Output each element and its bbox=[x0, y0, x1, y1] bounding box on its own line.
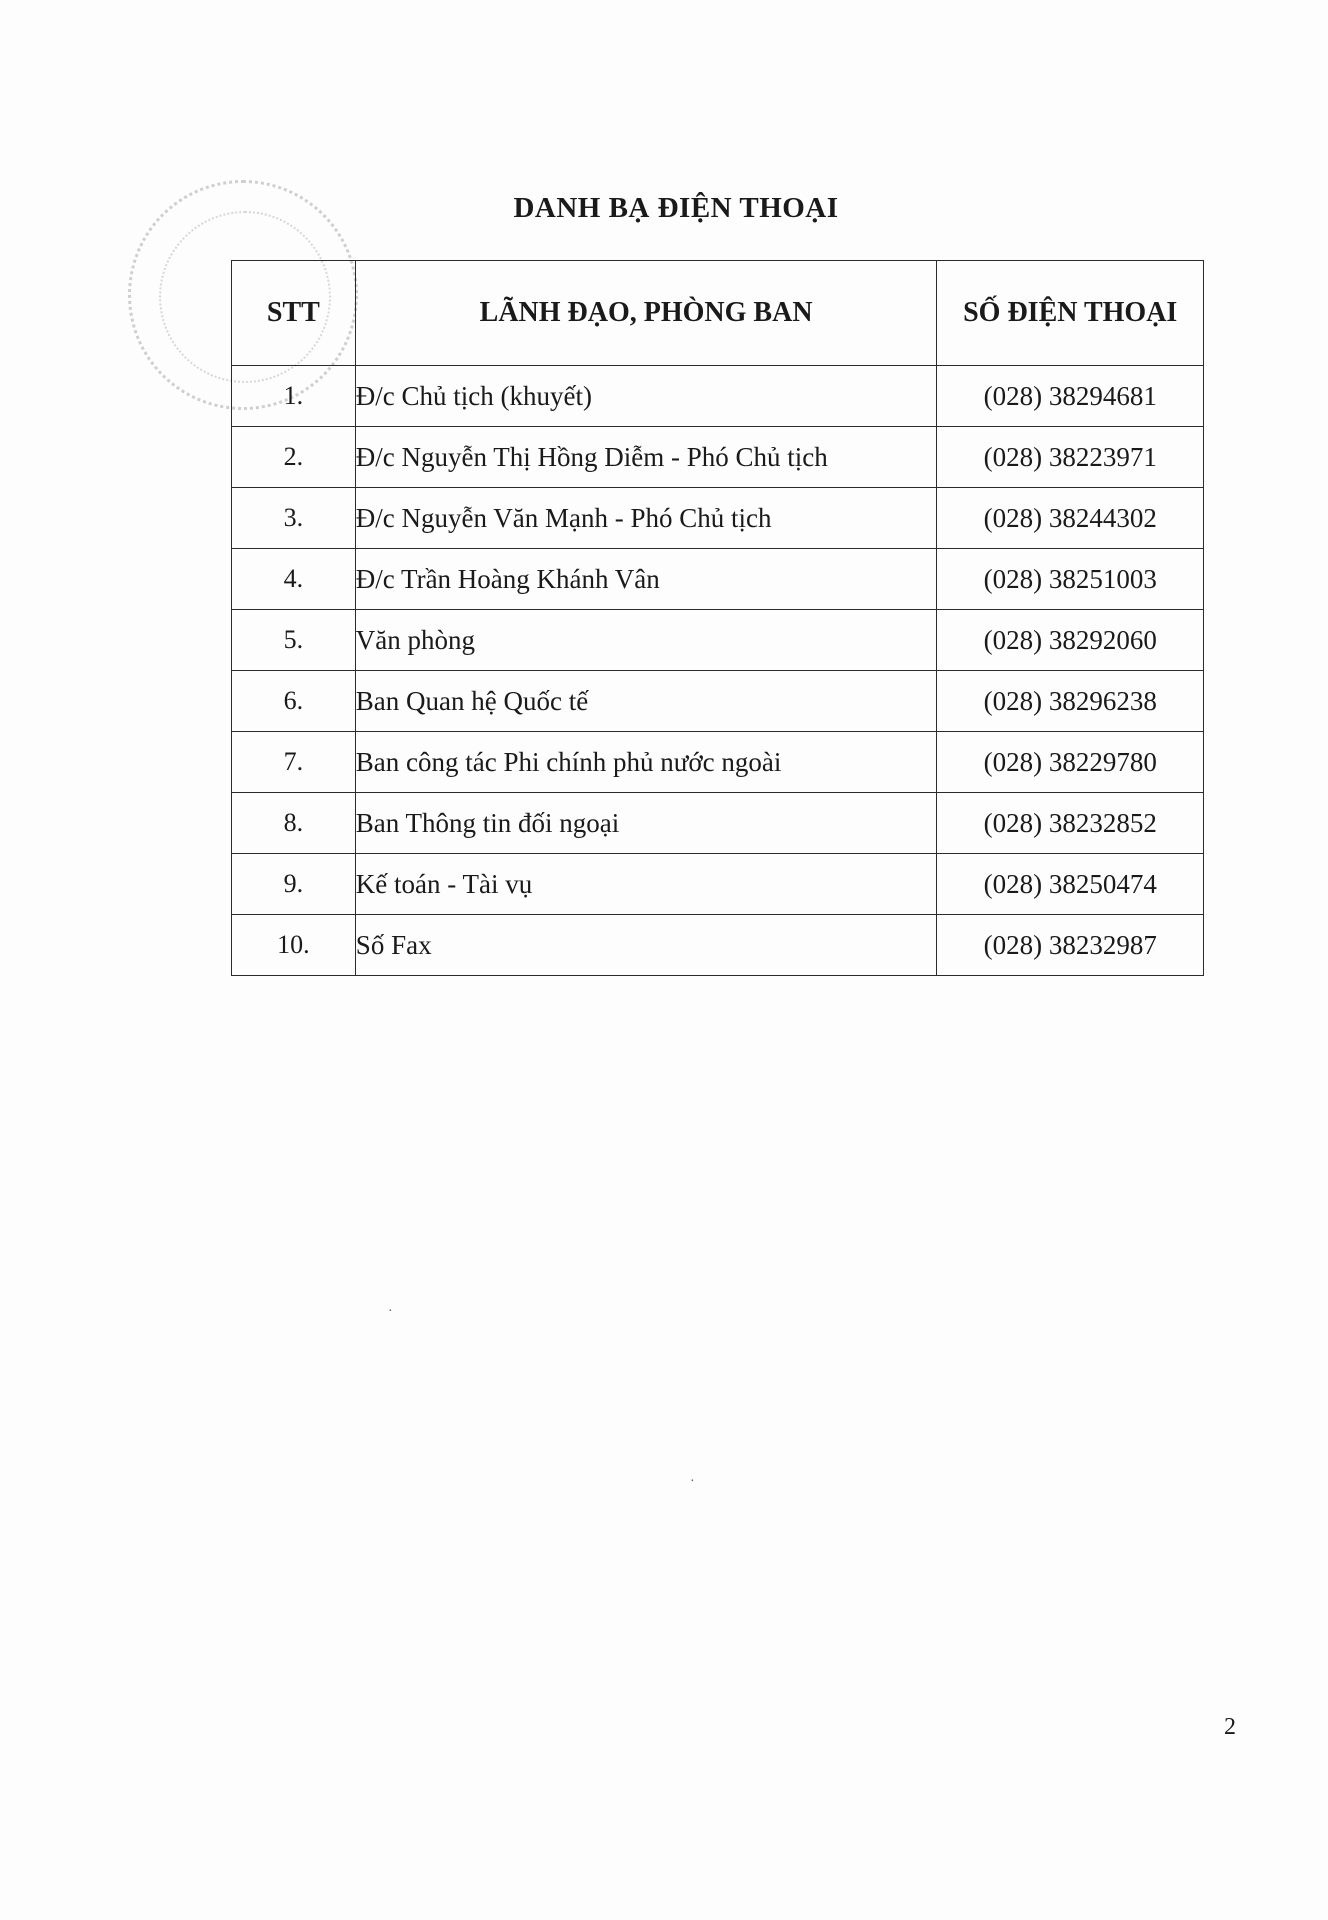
row-stt: 10. bbox=[232, 915, 356, 976]
row-stt: 9. bbox=[232, 854, 356, 915]
row-phone: (028) 38251003 bbox=[937, 549, 1204, 610]
table-row bbox=[232, 549, 1204, 610]
table-row bbox=[232, 366, 1204, 427]
row-phone: (028) 38232987 bbox=[937, 915, 1204, 976]
row-phone: (028) 38244302 bbox=[937, 488, 1204, 549]
row-name: Đ/c Nguyễn Văn Mạnh - Phó Chủ tịch bbox=[355, 488, 937, 549]
row-name: Đ/c Nguyễn Thị Hồng Diễm - Phó Chủ tịch bbox=[355, 427, 937, 488]
table-row bbox=[232, 427, 1204, 488]
table-row bbox=[232, 610, 1204, 671]
page-number: 2 bbox=[1224, 1714, 1236, 1740]
row-stt: 2. bbox=[232, 427, 356, 488]
row-phone: (028) 38229780 bbox=[937, 732, 1204, 793]
row-name: Đ/c Chủ tịch (khuyết) bbox=[355, 366, 937, 427]
row-phone: (028) 38296238 bbox=[937, 671, 1204, 732]
row-name: Số Fax bbox=[355, 915, 937, 976]
row-name: Ban công tác Phi chính phủ nước ngoài bbox=[355, 732, 937, 793]
table-row bbox=[232, 854, 1204, 915]
table-row bbox=[232, 793, 1204, 854]
row-stt: 1. bbox=[232, 366, 356, 427]
row-phone: (028) 38223971 bbox=[937, 427, 1204, 488]
scan-speck: · bbox=[388, 1304, 393, 1319]
row-name: Ban Thông tin đối ngoại bbox=[355, 793, 937, 854]
row-phone: (028) 38250474 bbox=[937, 854, 1204, 915]
table-row bbox=[232, 671, 1204, 732]
header-stt: STT bbox=[232, 261, 356, 366]
table-header-row bbox=[232, 261, 1204, 366]
row-phone: (028) 38294681 bbox=[937, 366, 1204, 427]
row-name: Kế toán - Tài vụ bbox=[355, 854, 937, 915]
table-row bbox=[232, 488, 1204, 549]
row-stt: 7. bbox=[232, 732, 356, 793]
row-stt: 3. bbox=[232, 488, 356, 549]
header-phone: SỐ ĐIỆN THOẠI bbox=[937, 261, 1204, 366]
row-name: Ban Quan hệ Quốc tế bbox=[355, 671, 937, 732]
scan-speck: · bbox=[690, 1474, 695, 1489]
row-stt: 8. bbox=[232, 793, 356, 854]
row-stt: 4. bbox=[232, 549, 356, 610]
table-row bbox=[232, 915, 1204, 976]
row-stt: 5. bbox=[232, 610, 356, 671]
document-title: DANH BẠ ĐIỆN THOẠI bbox=[513, 192, 839, 224]
row-phone: (028) 38232852 bbox=[937, 793, 1204, 854]
table-row bbox=[232, 732, 1204, 793]
row-phone: (028) 38292060 bbox=[937, 610, 1204, 671]
row-name: Đ/c Trần Hoàng Khánh Vân bbox=[355, 549, 937, 610]
phone-directory-table bbox=[231, 260, 1204, 976]
row-stt: 6. bbox=[232, 671, 356, 732]
row-name: Văn phòng bbox=[355, 610, 937, 671]
header-name: LÃNH ĐẠO, PHÒNG BAN bbox=[355, 261, 937, 366]
